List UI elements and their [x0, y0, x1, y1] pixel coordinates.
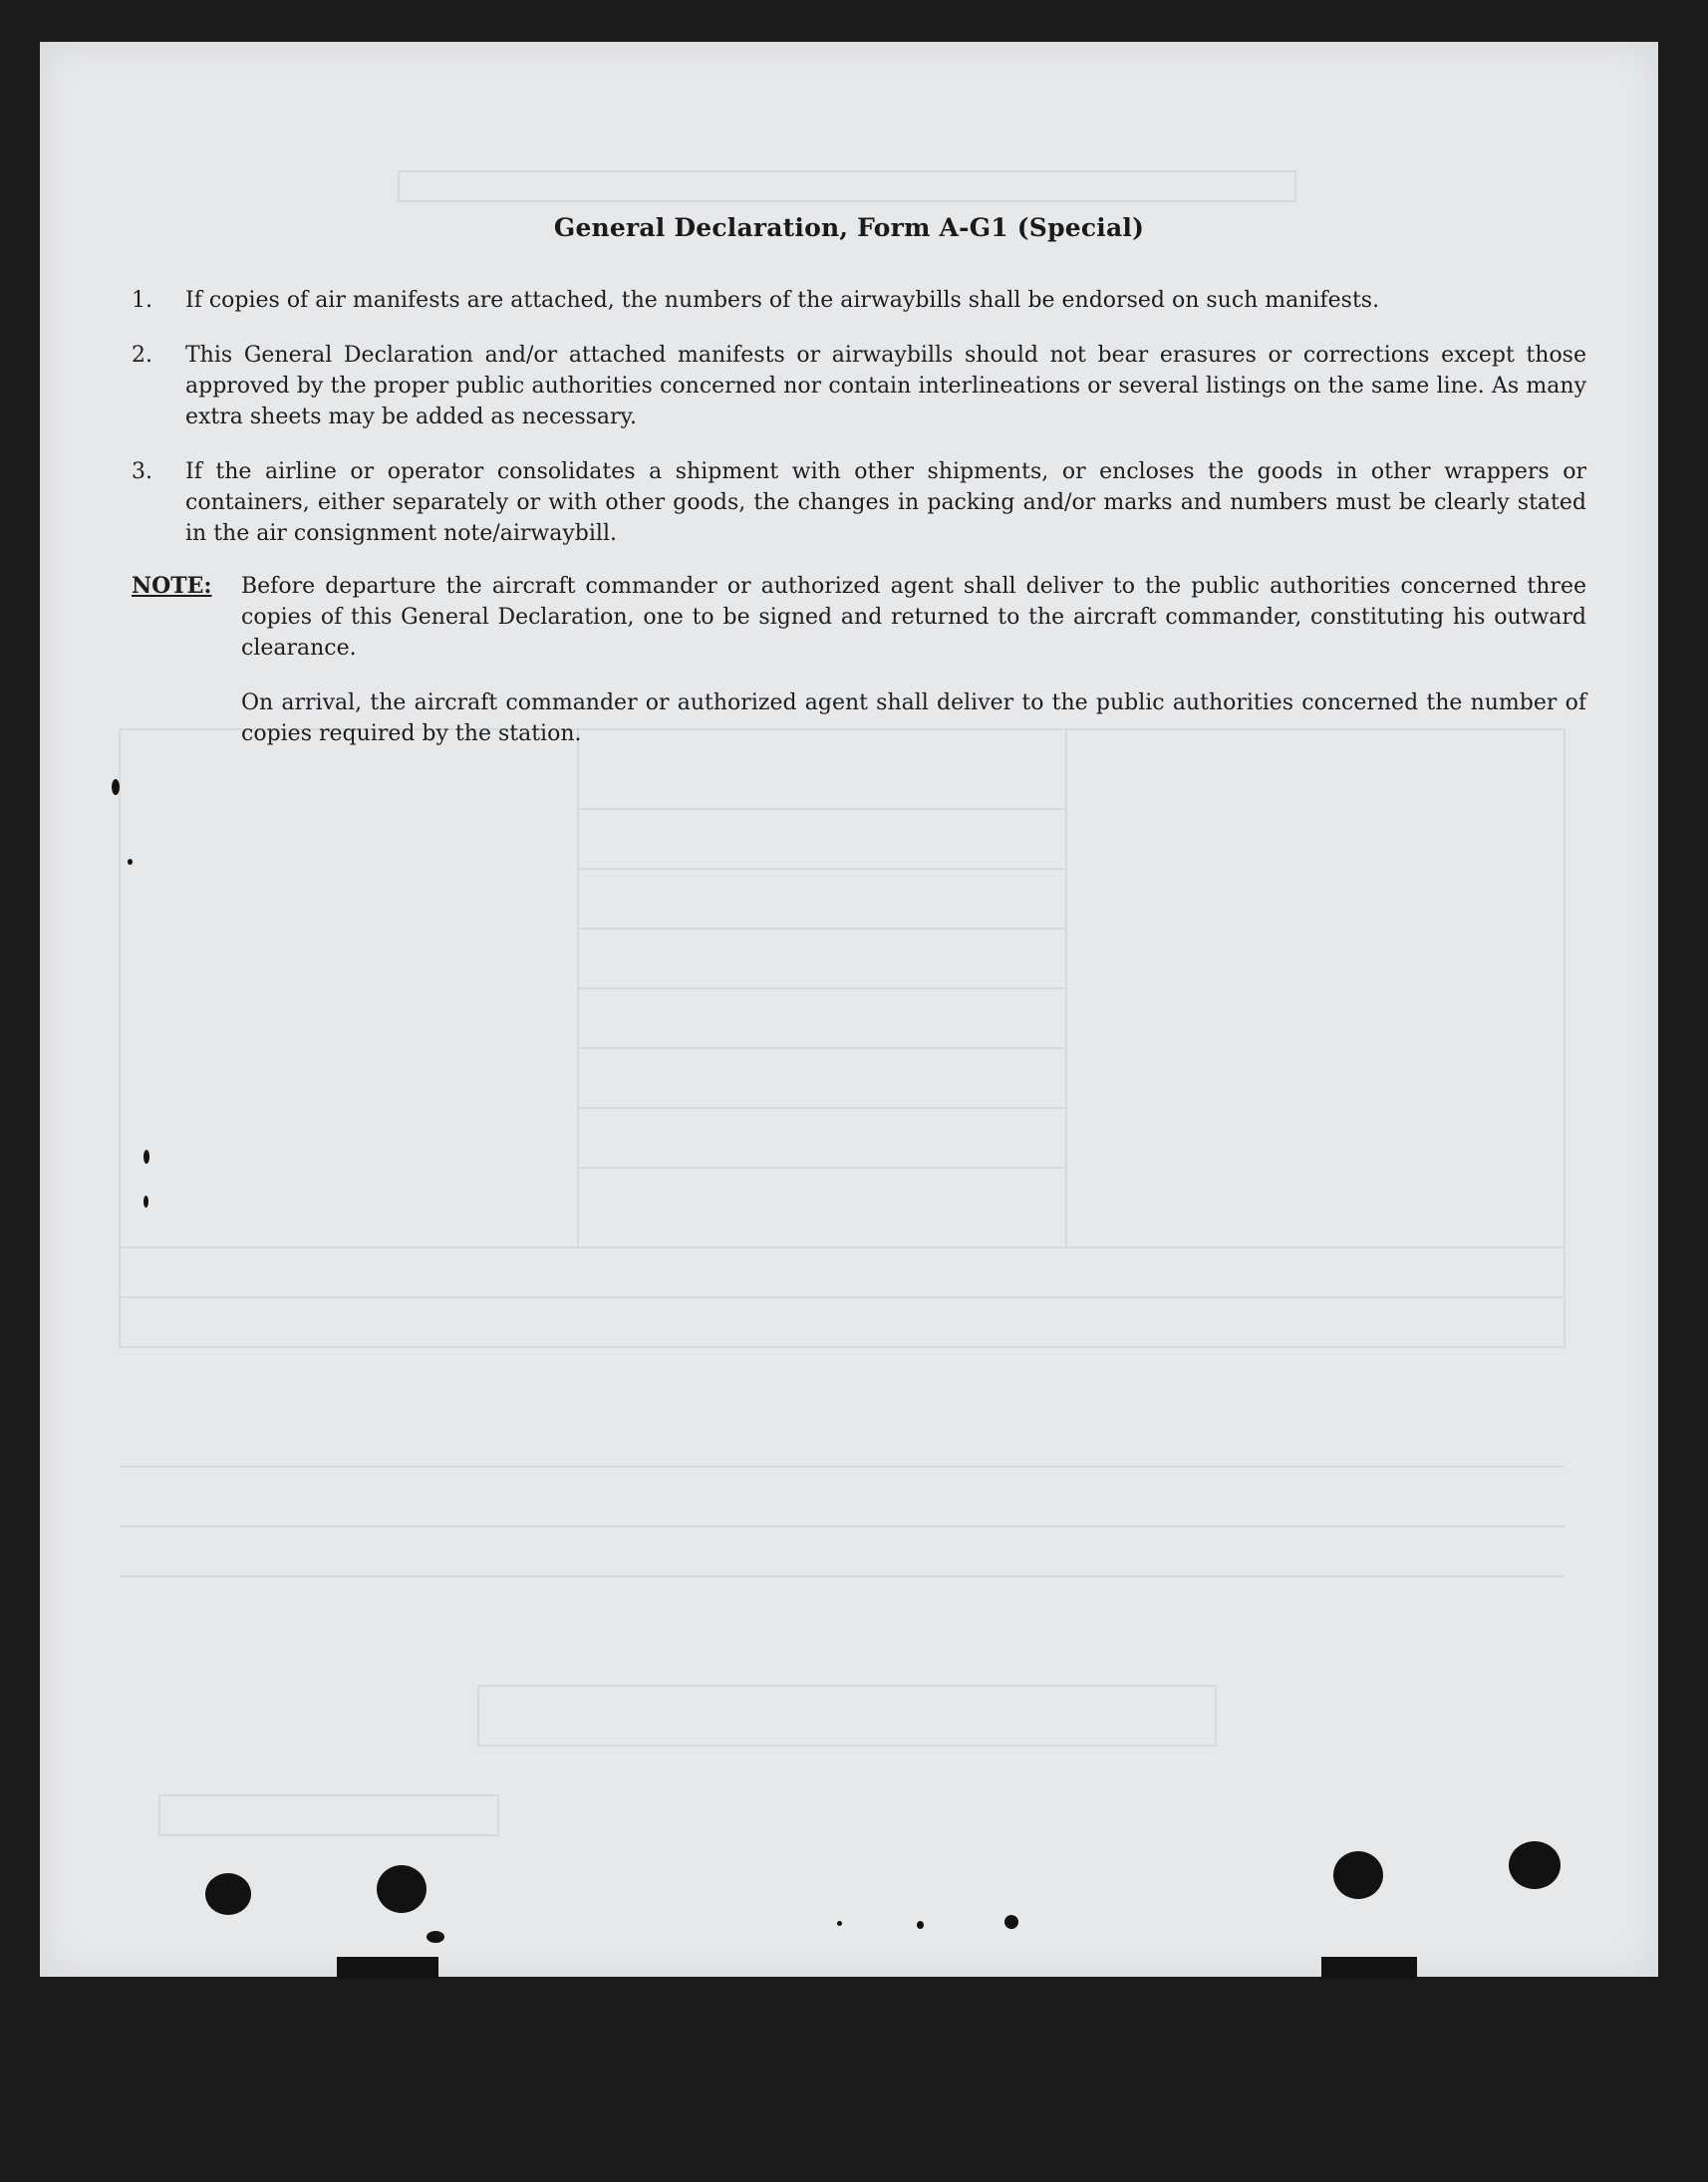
- speck: [112, 779, 120, 795]
- note-section: [132, 571, 1586, 773]
- item-number: 2.: [132, 343, 152, 368]
- note-label: NOTE:: [132, 573, 212, 599]
- note-paragraph: On arrival, the aircraft commander or authorized agent shall deliver to the public authorities concerned the number of copies required by the station.: [241, 690, 1586, 746]
- speck: [128, 859, 133, 865]
- item-text: If copies of air manifests are attached, the numbers of the airwaybills shall be endorsed on such manifests.: [185, 288, 1380, 313]
- bottom-tab: [337, 1957, 438, 1979]
- instructions-list: [132, 285, 1586, 773]
- item-text: If the airline or operator consolidates a shipment with other shipments, or encloses the goods in other wrappers or containers, either separately or with other goods, the changes in packing and/or marks and numbers must be clearly stated in the air consignment note/airwaybill.: [185, 459, 1586, 546]
- speck: [143, 1196, 148, 1208]
- item-number: 3.: [132, 459, 152, 484]
- list-item: [132, 340, 1586, 432]
- note-body: [241, 571, 1586, 773]
- speck: [837, 1921, 842, 1926]
- list-item: [132, 456, 1586, 549]
- list-item: [132, 285, 1586, 316]
- item-number: 1.: [132, 288, 152, 313]
- page-title: General Declaration, Form A-G1 (Special): [553, 213, 1145, 242]
- punch-hole: [205, 1873, 251, 1915]
- punch-hole: [1509, 1841, 1561, 1889]
- speck: [143, 1150, 149, 1164]
- document-page: [40, 42, 1658, 1977]
- speck: [1004, 1915, 1018, 1929]
- note-paragraph: Before departure the aircraft commander or authorized agent shall deliver to the public authorities concerned three copies of this General Declaration, one to be signed and returned to the aircraft commander, constituting his outward clearance.: [241, 574, 1586, 661]
- punch-hole: [1333, 1851, 1383, 1899]
- item-text: This General Declaration and/or attached manifests or airwaybills should not bear erasures or corrections except those approved by the proper public authorities concerned nor contain interlineations or several listings on the same line. As many extra sheets may be added as necessary.: [185, 343, 1586, 429]
- bottom-tab: [1321, 1957, 1417, 1979]
- punch-hole: [377, 1865, 427, 1913]
- speck: [917, 1921, 924, 1929]
- speck: [427, 1931, 444, 1943]
